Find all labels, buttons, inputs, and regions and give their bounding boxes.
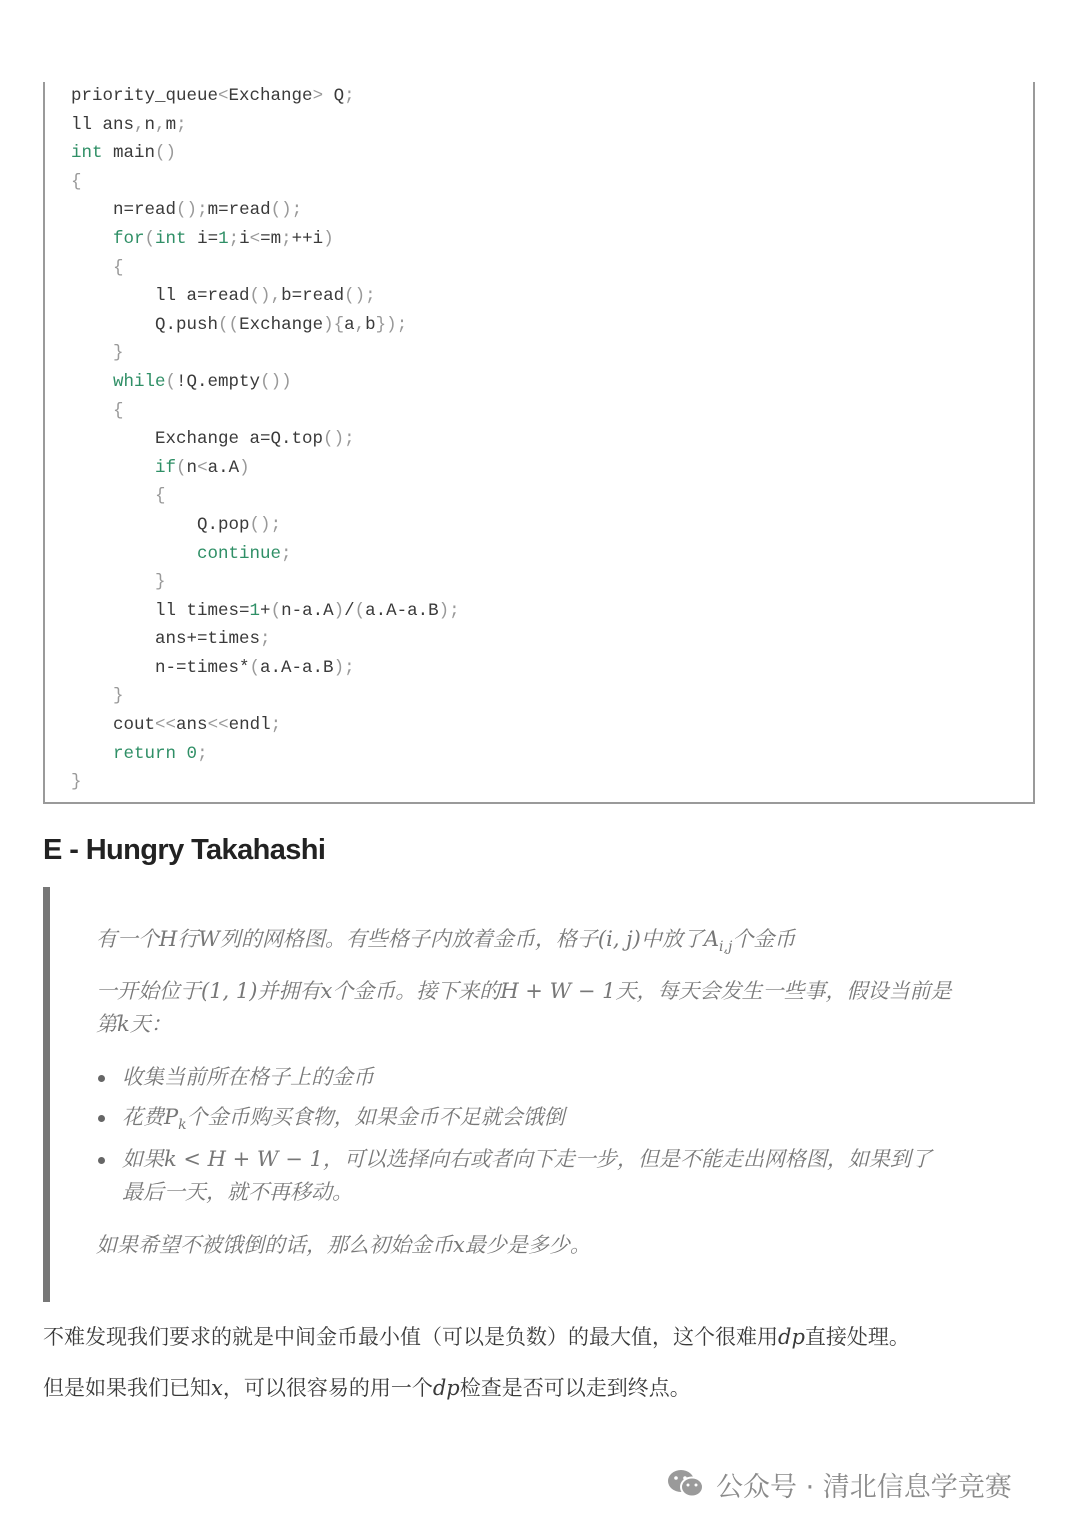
list-item: 收集当前所在格子上的金币	[122, 1061, 972, 1094]
code-line: {	[113, 400, 124, 421]
body-paragraph-1: 不难发现我们要求的就是中间金币最小值（可以是负数）的最大值，这个很难用dp直接处理。	[43, 1325, 910, 1349]
code-line: ans+=times;	[71, 629, 271, 650]
footer-watermark	[666, 1462, 1012, 1506]
code-lines	[71, 82, 460, 797]
code-line: Q.push((Exchange){a,b});	[71, 314, 408, 335]
code-line: ll ans,n,m;	[71, 114, 187, 135]
code-line: while(!Q.empty())	[113, 371, 292, 392]
bullet-icon	[98, 1157, 105, 1164]
quote-paragraph-1: 有一个H行W列的网格图。有些格子内放着金币，格子(i, j)中放了$A_{i,j}$个金币	[96, 927, 796, 956]
code-line: ll a=read(),b=read();	[71, 286, 376, 307]
code-line: return 0;	[113, 743, 208, 764]
code-line: priority_queue<Exchange> Q;	[71, 86, 355, 106]
footer-text: 公众号 · 清北信息学竞赛	[716, 1471, 1012, 1503]
list-item: 花费$P_k$个金币购买食物，如果金币不足就会饿倒	[122, 1101, 972, 1142]
code-line: ll times=1+(n-a.A)/(a.A-a.B);	[71, 600, 460, 621]
code-line: {	[113, 257, 124, 278]
code-line: }	[71, 772, 82, 793]
code-line: for(int i=1;i<=m;++i)	[113, 228, 334, 249]
code-line: if(n<a.A)	[155, 457, 250, 478]
bullet-icon	[98, 1115, 105, 1122]
code-block	[43, 82, 1035, 804]
quote-paragraph-2: 一开始位于(1, 1)并拥有x个金币。接下来的H + W − 1天，每天会发生一些事，假设当前是 第k天：	[96, 979, 952, 1036]
code-line: {	[71, 171, 82, 192]
code-line: }	[113, 343, 124, 364]
code-line: int main()	[71, 143, 177, 164]
code-line: }	[113, 686, 124, 707]
code-line: n-=times*(a.A-a.B);	[71, 657, 355, 678]
bullet-icon	[98, 1075, 105, 1082]
quote-paragraph-3: 如果希望不被饿倒的话，那么初始金币x最少是多少。	[96, 1233, 591, 1257]
wechat-icon	[666, 1468, 706, 1500]
list-item: 如果k < H + W − 1，可以选择向右或者向下走一步，但是不能走出网格图，如果到了 最后一天，就不再移动。	[122, 1143, 972, 1209]
code-line: Q.pop();	[71, 514, 282, 535]
code-line: Exchange a=Q.top();	[71, 429, 355, 450]
code-line: }	[155, 572, 166, 593]
code-line: continue;	[197, 543, 292, 564]
code-line: n=read();m=read();	[71, 200, 303, 221]
section-heading: E - Hungry Takahashi	[43, 834, 326, 866]
problem-statement-quote	[43, 887, 1033, 1302]
code-line: cout<<ans<<endl;	[71, 715, 282, 736]
code-line: {	[155, 486, 166, 507]
body-paragraph-2: 但是如果我们已知x，可以很容易的用一个dp检查是否可以走到终点。	[43, 1376, 691, 1400]
